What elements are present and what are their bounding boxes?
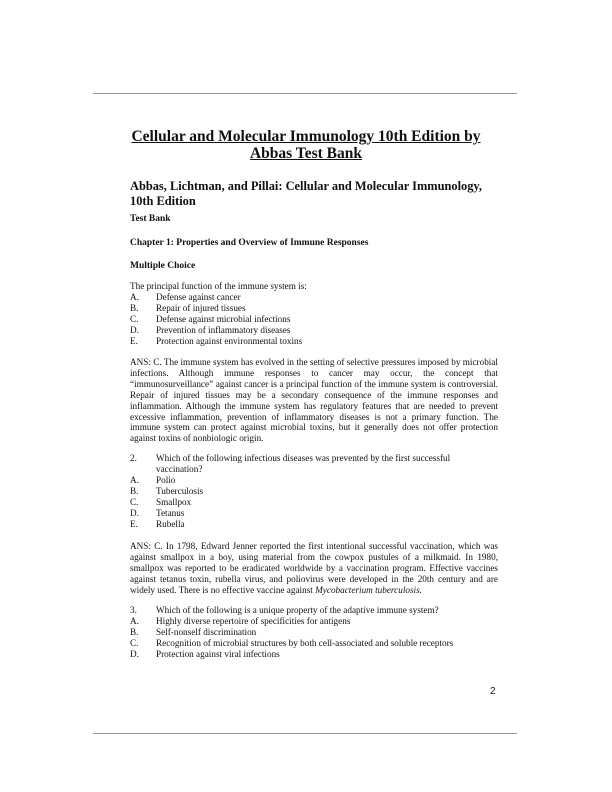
option: A. Polio — [130, 475, 176, 485]
header-rule — [93, 93, 517, 94]
option: B. Self-nonself discrimination — [130, 626, 257, 637]
footer-rule — [93, 733, 517, 734]
option: D. Prevention of inflammatory diseases — [130, 324, 291, 335]
question-3-stem: 3. Which of the following is a unique property of the adaptive immune system? — [130, 605, 439, 615]
question-type-label: Multiple Choice — [130, 261, 196, 271]
option: D. Protection against viral infections — [130, 648, 280, 659]
option: B. Repair of injured tissues — [130, 302, 246, 313]
option: C. Defense against microbial infections — [130, 313, 291, 324]
option: D. Tetanus — [130, 507, 185, 518]
question-1-options — [130, 292, 302, 347]
option: E. Rubella — [130, 518, 185, 529]
section-label: Test Bank — [130, 214, 171, 224]
option: B. Tuberculosis — [130, 485, 204, 496]
page-number: 2 — [490, 686, 496, 697]
option: A. Highly diverse repertoire of specificities for antigens — [130, 616, 351, 626]
option: E. Protection against environmental toxins — [130, 335, 303, 346]
document-title: Cellular and Molecular Immunology 10th Edition by Abbas Test Bank — [131, 128, 481, 162]
question-2-options — [130, 475, 203, 530]
option: C. Recognition of microbial structures by both cell-associated and soluble receptors — [130, 637, 454, 648]
question-3-options — [130, 616, 453, 660]
option: A. Defense against cancer — [130, 292, 241, 302]
document-subtitle: Abbas, Lichtman, and Pillai: Cellular and Molecular Immunology, 10th Edition — [130, 179, 483, 208]
chapter-label: Chapter 1: Properties and Overview of Immune Responses — [130, 238, 369, 248]
question-1-stem: The principal function of the immune system is: — [130, 281, 307, 291]
question-2-answer: ANS: C. In 1798, Edward Jenner reported the first intentional successful vaccination, which was against smallpox in a boy, using material from the cowpox pustules of a milkmaid. In 1980, smallpox was reported to be eradicated worldwide by a vaccination program. Effective vaccines against tetanus toxin, rubella virus, and poliovirus were developed in the 20th century and are widely used. There is no effective vaccine against Mycobacterium tuberculosis. — [130, 541, 498, 595]
question-1-answer: ANS: C. The immune system has evolved in the setting of selective pressures imposed by microbial infections. Although immune responses to cancer may occur, the concept that “immunosurveillance” against cancer is a principal function of the immune system is controversial. Repair of injured tissues may be a secondary consequence of the immune responses and inflammation. Although the immune system has regulatory features that are needed to prevent excessive inflammation, prevention of inflammatory diseases is not a primary function. The immune system can protect against microbial toxins, but it generally does not offer protection against toxins of nonbiologic origin. — [130, 357, 498, 444]
question-2-stem: 2. Which of the following infectious diseases was prevented by the first successful vaccination? — [130, 453, 451, 474]
option: C. Smallpox — [130, 496, 192, 507]
